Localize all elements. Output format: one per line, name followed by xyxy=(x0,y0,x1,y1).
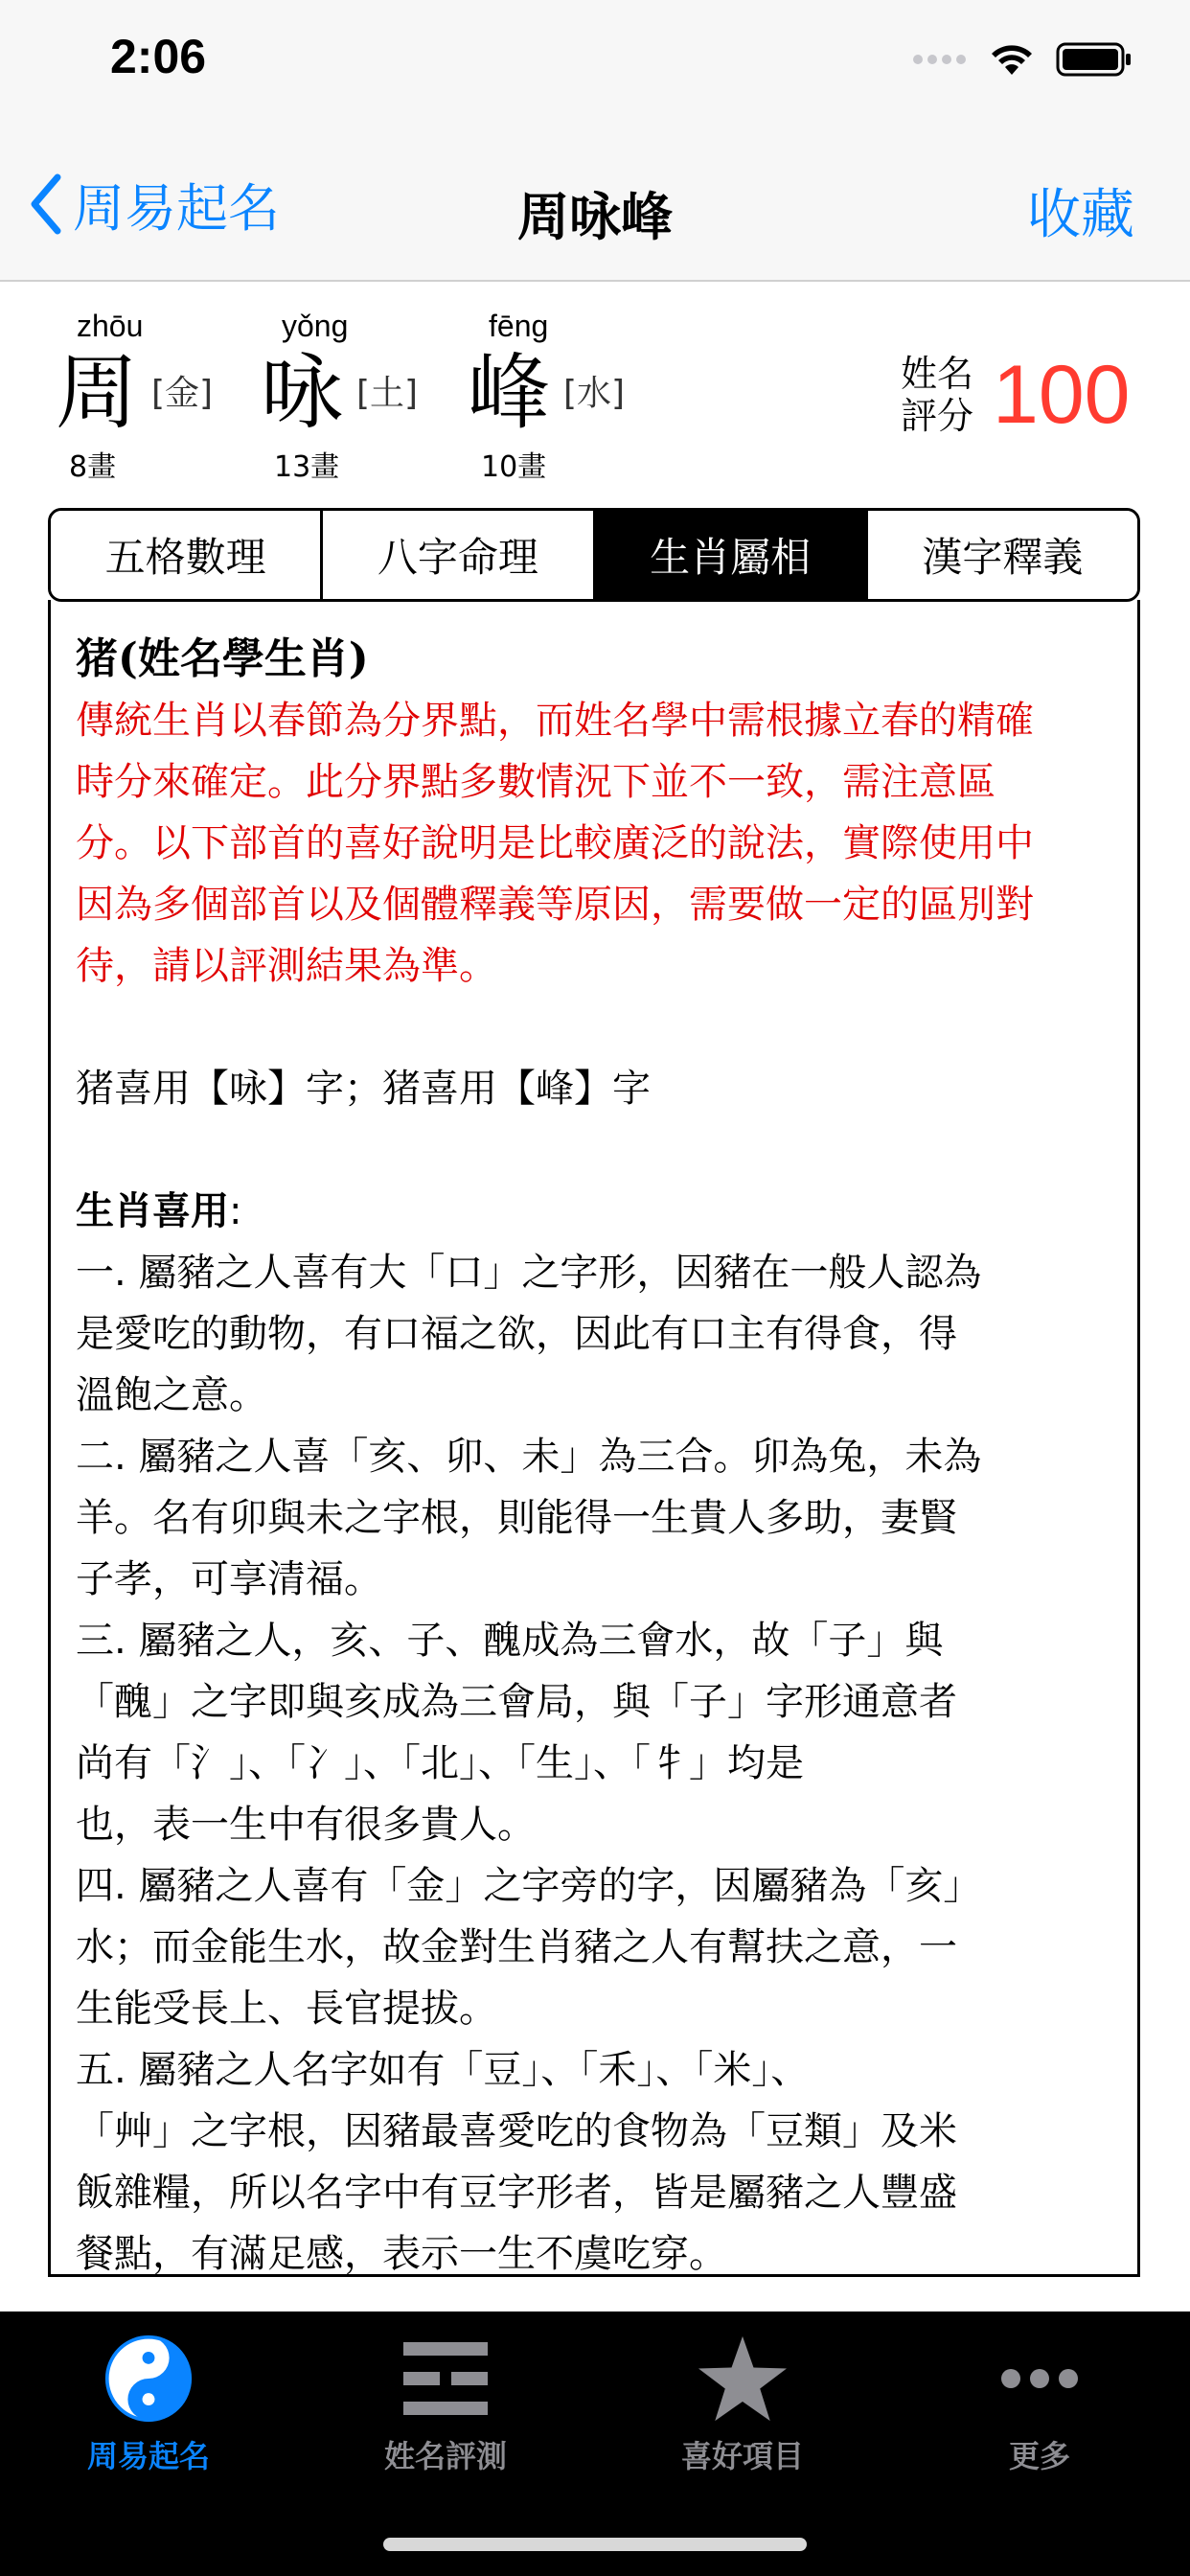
score-value: 100 xyxy=(993,349,1131,441)
back-button-label: 周易起名 xyxy=(73,177,280,239)
body-line: 二. 屬豬之人喜「亥、卯、未」為三合。卯為兔，未為 xyxy=(76,1435,982,1479)
body-line: 五. 屬豬之人名字如有「豆」、「禾」、「米」、 xyxy=(76,2048,810,2092)
body-line: 三. 屬豬之人，亥、子、醜成為三會水，故「子」與 xyxy=(76,1619,944,1663)
status-bar xyxy=(0,0,1190,125)
navigation-bar xyxy=(0,125,1190,282)
character: 峰 xyxy=(468,345,550,441)
summary: 猪喜用【咏】字；猪喜用【峰】字 xyxy=(76,1067,651,1111)
notice-line: 分。以下部首的喜好說明是比較廣泛的說法，實際使用中 xyxy=(76,821,1034,865)
stroke-count: 13畫 xyxy=(274,450,340,484)
page-title: 周咏峰 xyxy=(517,187,673,247)
tabbar-label: 姓名評測 xyxy=(383,2438,507,2474)
wifi-icon xyxy=(989,42,1035,77)
score-label-line2: 評分 xyxy=(901,395,974,437)
tabbar-item-favorites[interactable] xyxy=(594,2331,891,2474)
section-title xyxy=(76,1181,1120,1242)
notice-line: 因為多個部首以及個體釋義等原因，需要做一定的區別對 xyxy=(76,883,1034,927)
tabbar-item-naming[interactable] xyxy=(0,2331,297,2474)
favorite-button[interactable]: 收藏 xyxy=(1027,184,1134,246)
notice-line: 傳統生肖以春節為分界點，而姓名學中需根據立春的精確 xyxy=(76,699,1034,743)
tabbar-item-evaluate[interactable] xyxy=(297,2331,594,2474)
tabbar-label: 更多 xyxy=(1008,2438,1070,2474)
notice-line: 待，請以評測結果為準。 xyxy=(76,944,497,988)
content-title: 猪(姓名學生肖) xyxy=(76,634,369,683)
signal-icon xyxy=(912,53,968,66)
tab-zodiac[interactable]: 生肖屬相 xyxy=(596,511,868,599)
body-line: 子孝，可享清福。 xyxy=(76,1557,382,1601)
body-line: 溫飽之意。 xyxy=(76,1373,267,1417)
stroke-count: 8畫 xyxy=(69,450,117,484)
tab-hanzi[interactable]: 漢字釋義 xyxy=(868,511,1137,599)
segmented-control xyxy=(48,508,1140,602)
battery-icon xyxy=(1056,41,1133,78)
tab-bazi[interactable]: 八字命理 xyxy=(323,511,595,599)
section-title-text: 生肖喜用 xyxy=(76,1189,229,1233)
body-line: 「艸」之字根，因豬最喜愛吃的食物為「豆類」及米 xyxy=(76,2109,957,2153)
tabbar-label: 周易起名 xyxy=(86,2438,210,2474)
notice-line: 時分來確定。此分界點多數情況下並不一致，需注意區 xyxy=(76,760,995,804)
tabbar-item-more[interactable] xyxy=(891,2331,1188,2474)
trigram-icon xyxy=(400,2338,492,2419)
body-line: 一. 屬豬之人喜有大「口」之字形，因豬在一般人認為 xyxy=(76,1251,982,1295)
tabbar-label: 喜好項目 xyxy=(680,2438,804,2474)
section-title-colon: : xyxy=(229,1189,242,1233)
body-line: 水；而金能生水，故金對生肖豬之人有幫扶之意，一 xyxy=(76,1925,957,1969)
score-label xyxy=(901,353,977,437)
more-icon xyxy=(999,2367,1080,2390)
star-icon xyxy=(697,2334,789,2423)
body-line: 「醜」之字即與亥成為三會局，與「子」字形通意者 xyxy=(76,1680,957,1724)
pinyin: zhōu xyxy=(77,309,144,343)
character: 周 xyxy=(56,345,138,441)
content-panel[interactable] xyxy=(48,600,1140,2277)
name-char-3 xyxy=(468,309,650,484)
element: [金] xyxy=(151,374,214,413)
name-char-1 xyxy=(56,309,238,484)
name-char-2 xyxy=(261,309,443,484)
stroke-count: 10畫 xyxy=(481,450,547,484)
notice xyxy=(76,690,1120,997)
home-indicator[interactable] xyxy=(383,2538,807,2551)
element: [土] xyxy=(356,374,419,413)
body-line: 四. 屬豬之人喜有「金」之字旁的字，因屬豬為「亥」 xyxy=(76,1864,982,1908)
yin-yang-icon xyxy=(104,2334,193,2423)
body-line: 是愛吃的動物，有口福之欲，因此有口主有得食，得 xyxy=(76,1312,957,1356)
character: 咏 xyxy=(261,345,343,441)
tab-wuge[interactable]: 五格數理 xyxy=(51,511,323,599)
score-label-line1: 姓名 xyxy=(901,353,974,395)
status-time: 2:06 xyxy=(110,30,207,83)
body-line: 羊。名有卯與未之字根，則能得一生貴人多助，妻賢 xyxy=(76,1496,957,1540)
body-line: 尚有「氵」、「冫」、「北」、「生」、「牜」均是 xyxy=(76,1741,804,1785)
section-body xyxy=(76,1242,1120,2277)
tab-bar xyxy=(0,2312,1190,2576)
content-text xyxy=(76,629,1120,2277)
pinyin: yǒng xyxy=(282,309,349,343)
body-line: 也，表一生中有很多貴人。 xyxy=(76,1803,536,1847)
body-line: 餐點，有滿足感，表示一生不虞吃穿。 xyxy=(76,2232,727,2276)
body-line: 生能受長上、長官提拔。 xyxy=(76,1987,497,2031)
body-line: 飯雜糧，所以名字中有豆字形者，皆是屬豬之人豐盛 xyxy=(76,2171,957,2215)
pinyin: fēng xyxy=(489,309,549,343)
element: [水] xyxy=(563,374,626,413)
